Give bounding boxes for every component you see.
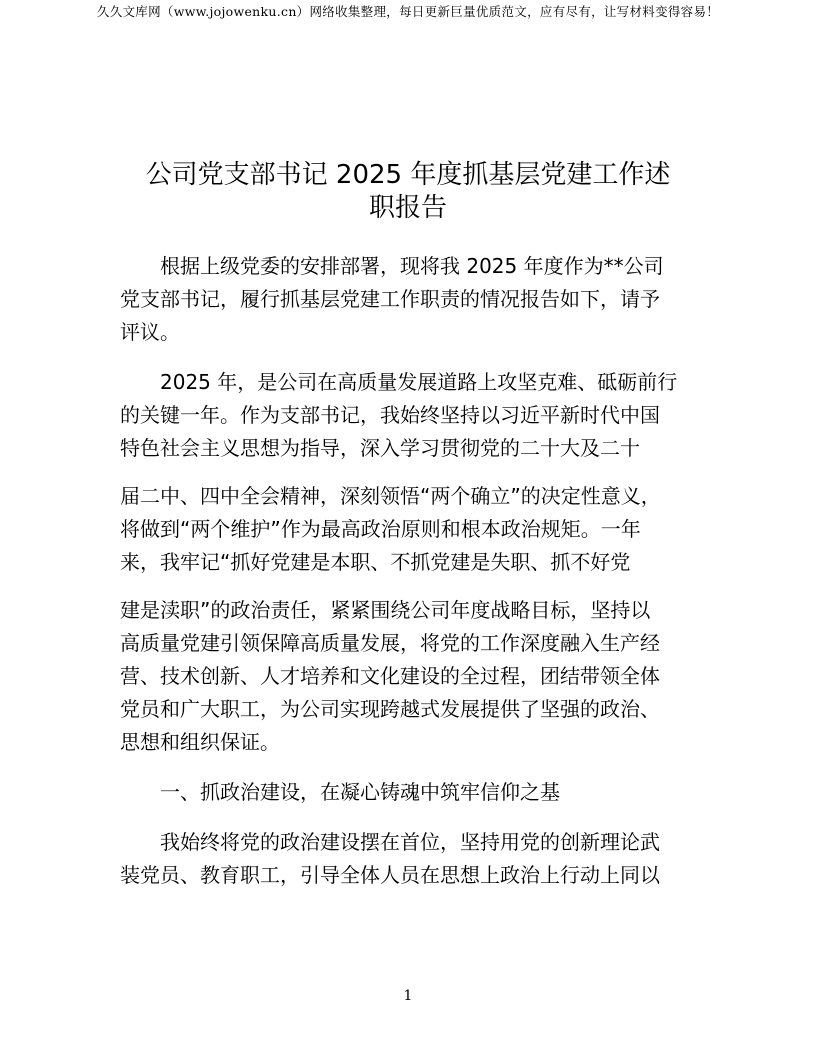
text-line: 高质量党建引领保障高质量发展，将党的工作深度融入生产经 [120,631,660,655]
text-line: 党支部书记，履行抓基层党建工作职责的情况报告如下，请予 [120,287,660,311]
text-line: 根据上级党委的安排部署，现将我 2025 年度作为**公司 [120,254,664,278]
text-line: 建是渎职”的政治责任，紧紧围绕公司年度战略目标，坚持以 [120,598,651,622]
page-number: 1 [403,988,413,1004]
text-line: 装党员、教育职工，引导全体人员在思想上政治上行动上同以 [120,863,660,887]
text-line: 来，我牢记“抓好党建是本职、不抓党建是失职、抓不好党 [120,550,631,574]
text-line: 将做到“两个维护”作为最高政治原则和根本政治规矩。一年 [120,517,641,541]
text-line: 我始终将党的政治建设摆在首位，坚持用党的创新理论武 [120,830,660,854]
document-title-line: 职报告 [368,193,447,223]
text-line: 评议。 [120,320,180,344]
text-line: 届二中、四中全会精神，深刻领悟“两个确立”的决定性意义， [120,484,661,508]
text-line: 营、技术创新、人才培养和文化建设的全过程，团结带领全体 [120,664,660,688]
text-line: 党员和广大职工，为公司实现跨越式发展提供了坚强的政治、 [120,697,660,721]
document-title-line: 公司党支部书记 2025 年度抓基层党建工作述 [145,160,671,190]
header-banner: 久久文库网（www.jojowenku.cn）网络收集整理，每日更新巨量优质范文，应有尽有，让写材料变得容易！ [96,4,720,19]
text-line: 的关键一年。作为支部书记，我始终坚持以习近平新时代中国 [120,403,660,427]
text-line: 一、抓政治建设，在凝心铸魂中筑牢信仰之基 [120,780,560,804]
text-line: 思想和组织保证。 [120,730,280,754]
text-line: 2025 年，是公司在高质量发展道路上攻坚克难、砥砺前行 [120,370,678,394]
text-line: 特色社会主义思想为指导，深入学习贯彻党的二十大及二十 [120,436,640,460]
